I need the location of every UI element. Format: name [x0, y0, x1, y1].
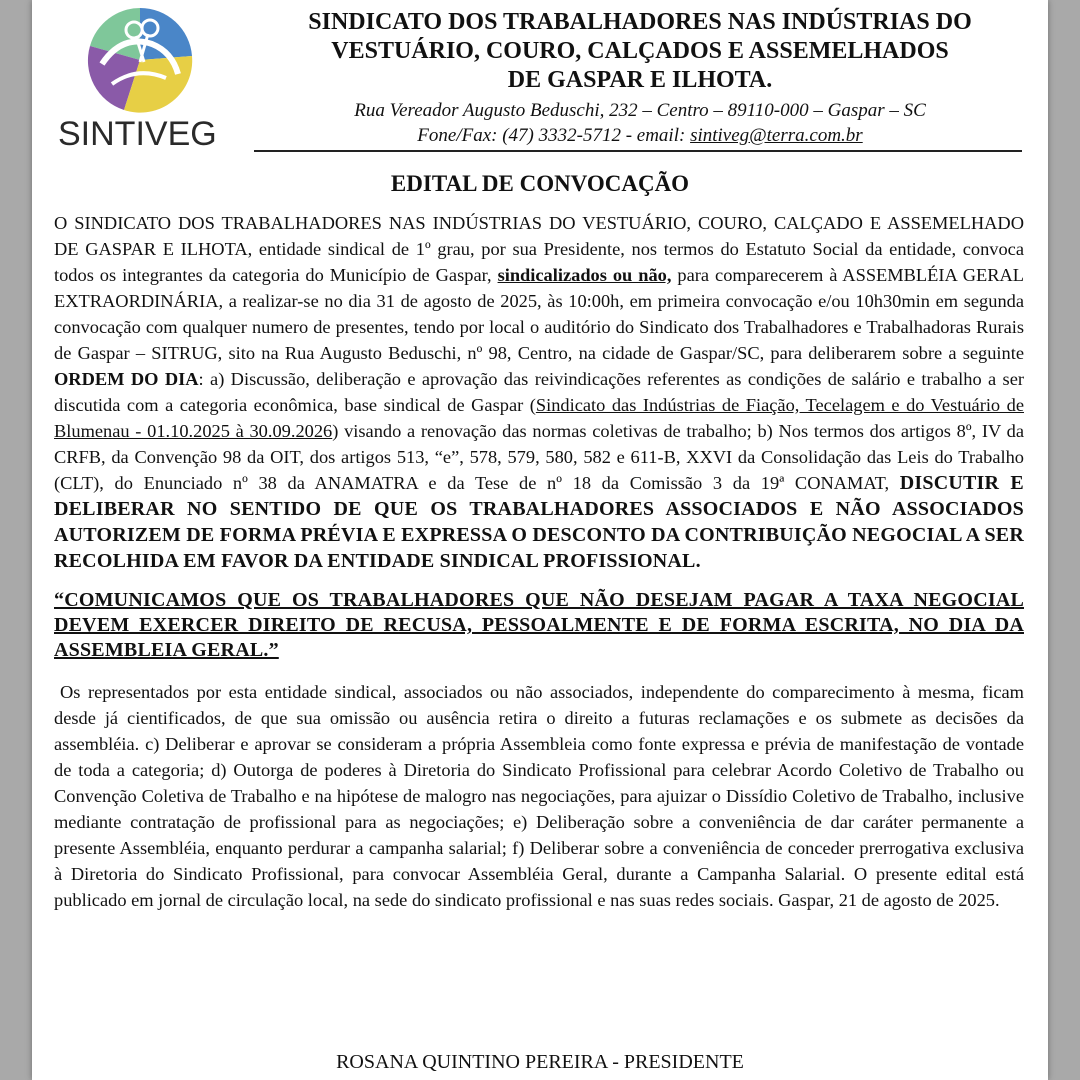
contact-line: [260, 123, 1020, 148]
paragraph-text: : a) Discussão, deliberação e aprovação das reivindicações referentes as condições de salário e trabalho a ser discutida com a categoria econômica, base sindical de Gaspar (: [54, 369, 1024, 415]
header-divider: [254, 150, 1022, 152]
paragraph-text: para comparecerem à ASSEMBLÉIA GERAL EXTRAORDINÁRIA, a realizar-se no dia 31 de agosto de 2025, às 10:00h, em primeira convocação e/ou 10h30min em segunda convocação com qualquer numero de presentes, tendo por local o auditório do Sindicato dos Trabalhadores e Trabalhadoras Rurais de Gaspar – SITRUG, sito na Rua Augusto Beduschi, nº 98, Centro, na cidade de Gaspar/SC, para deliberarem sobre a seguinte: [54, 265, 1025, 363]
org-name-line: VESTUÁRIO, COURO, CALÇADOS E ASSEMELHADOS: [331, 38, 949, 64]
street-address: Rua Vereador Augusto Beduschi, 232 – Centro – 89110-000 – Gaspar – SC: [354, 100, 926, 121]
items-paragraph: [54, 679, 1024, 913]
letterhead: [32, 0, 1048, 156]
sintiveg-logo: [58, 4, 228, 154]
deliberation-statement: DISCUTIR E DELIBERAR NO SENTIDO DE QUE OS TRABALHADORES ASSOCIADOS E NÃO ASSOCIADOS AUTORIZEM DE FORMA PRÉVIA E EXPRESSA O DESCONTO DA CONTRIBUIÇÃO NEGOCIAL A SER RECOLHIDA EM FAVOR DA ENTIDADE SINDICAL PROFISSIONAL.: [54, 472, 1024, 572]
document-title: EDITAL DE CONVOCAÇÃO: [390, 171, 690, 196]
logo-text: SINTIVEG: [58, 115, 217, 153]
document-body: [54, 210, 1024, 913]
paragraph-text: Os representados por esta entidade sindical, associados ou não associados, independente do comparecimento à mesma, ficam desde já cientificados, de que sua omissão ou ausência retira o direito a futuras reclamações e os submete as decisões da assembléia. c) Deliberar e aprovar se consideram a própria Assembleia como fonte expressa e prévia de manifestação de vontade de toda a categoria; d) Outorga de poderes à Diretoria do Sindicato Profissional para celebrar Acordo Coletivo de Trabalho ou Convenção Coletiva de Trabalho e na hipótese de malogro nas negociações, para ajuizar o Dissídio Coletivo de Trabalho, inclusive mediante contratação de profissional para as negociações; e) Deliberação sobre a conveniência de dar caráter permanente a presente Assembléia, enquanto perdurar a campanha salarial; f) Deliberar sobre a conveniência de conceder prerrogativa exclusiva à Diretoria do Sindicato Profissional, para convocar Assembléia Geral, durante a Campanha Salarial. O presente edital está publicado em jornal de circulação local, na sede do sindicato profissional e nas suas redes sociais. Gaspar, 21 de agosto de 2025.: [54, 682, 1024, 910]
signature-line: ROSANA QUINTINO PEREIRA - PRESIDENTE: [336, 1051, 744, 1073]
paragraph-text: ) visando a renovação das normas coletivas de trabalho; b) Nos termos dos artigos 8º, IV da CRFB, da Convenção 98 da OIT, dos artigos 513, “e”, 578, 579, 580, 582 e 611-B, XXVI da Consolidação das Leis do Trabalho (CLT), do Enunciado nº 38 da ANAMATRA e da Tese de nº 18 da Comissão 3 da 19ª CONAMAT,: [54, 421, 1024, 493]
convocation-paragraph: [54, 210, 1024, 574]
underlined-reference: Sindicato das Indústrias de Fiação, Tecelagem e do Vestuário de Blumenau - 01.10.2025 à 30.09.2026: [54, 395, 1024, 441]
email-link[interactable]: sintiveg@terra.com.br: [690, 125, 863, 146]
organization-name: [260, 8, 1020, 95]
organization-address: [260, 98, 1020, 148]
org-name-line: SINDICATO DOS TRABALHADORES NAS INDÚSTRIAS DO: [308, 9, 972, 35]
logo-emblem-icon: [82, 4, 198, 116]
agenda-label: ORDEM DO DIA: [54, 369, 199, 389]
paragraph-text: O SINDICATO DOS TRABALHADORES NAS INDÚSTRIAS DO VESTUÁRIO, COURO, CALÇADO E ASSEMELHADO DE GASPAR E ILHOTA, entidade sindical de 1º grau, por sua Presidente, nos termos do Estatuto Social da entidade, convoca todos os integrantes da categoria do Município de Gaspar,: [54, 213, 1024, 285]
emphasis-text: sindicalizados ou não,: [497, 265, 672, 285]
phone-fax: Fone/Fax: (47) 3332-5712 - email:: [417, 125, 691, 146]
refusal-notice: “COMUNICAMOS QUE OS TRABALHADORES QUE NÃO DESEJAM PAGAR A TAXA NEGOCIAL DEVEM EXERCER DIREITO DE RECUSA, PESSOALMENTE E DE FORMA ESCRITA, NO DIA DA ASSEMBLEIA GERAL.”: [54, 589, 1024, 661]
org-name-line: DE GASPAR E ILHOTA.: [507, 67, 773, 93]
document-page: [32, 0, 1048, 1080]
